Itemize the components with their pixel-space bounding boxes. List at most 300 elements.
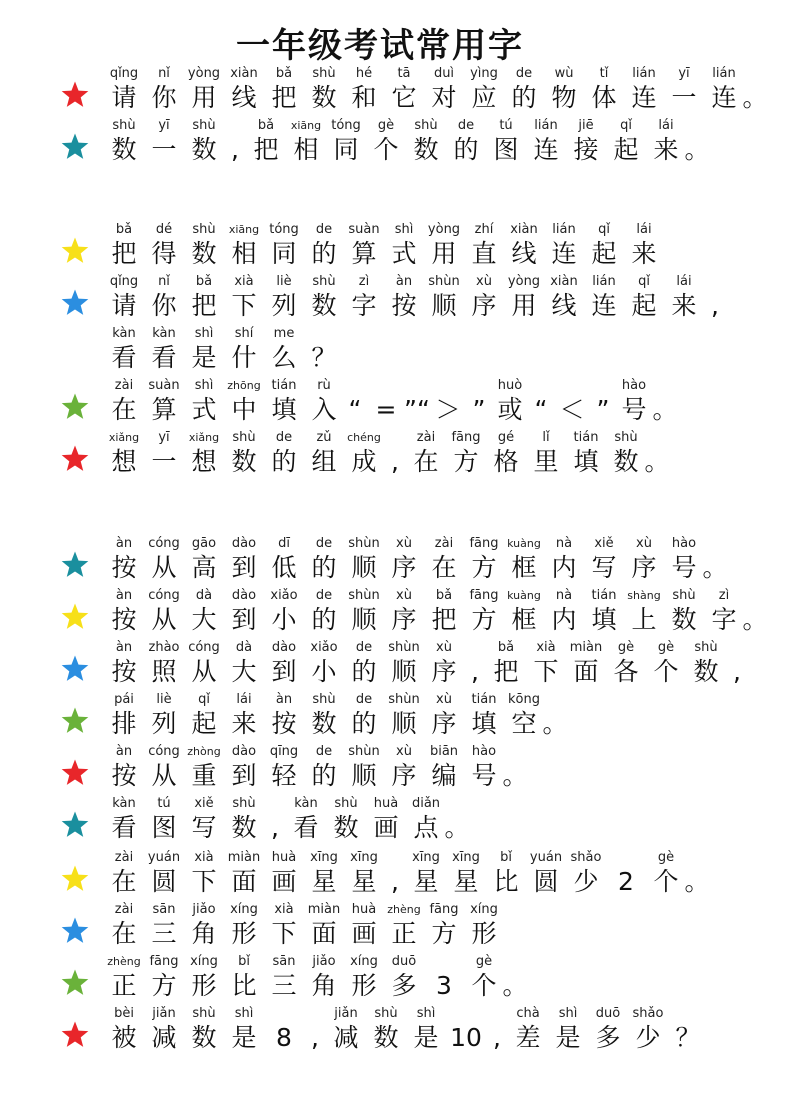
char-cell: [104, 692, 144, 740]
hanzi: 正: [391, 919, 417, 948]
char-cell: [344, 274, 384, 322]
char-cell: [424, 744, 464, 792]
hanzi: 从: [151, 761, 177, 790]
pinyin: huà: [271, 850, 297, 865]
hanzi: 把: [191, 291, 217, 320]
char-cell: [184, 222, 224, 270]
pinyin: qīng: [269, 744, 299, 759]
pinyin: pái: [114, 692, 134, 707]
pinyin: gè: [657, 640, 675, 655]
char-cell: [344, 850, 384, 898]
char-cell: [366, 796, 406, 844]
hanzi: 。: [652, 395, 678, 424]
hanzi: 起: [191, 709, 217, 738]
char-cell: [384, 222, 424, 270]
hanzi: 用: [511, 291, 537, 320]
pinyin: cóng: [148, 536, 180, 551]
pinyin: lián: [534, 118, 558, 133]
hanzi: 面: [573, 657, 599, 686]
char-cell: [344, 954, 384, 1002]
pinyin: shù: [232, 796, 256, 811]
star-icon: [60, 810, 90, 840]
char-cell: [704, 536, 726, 584]
hanzi: 体: [591, 83, 617, 112]
char-cell: [504, 274, 544, 322]
hanzi: 从: [191, 657, 217, 686]
char-cell: [246, 118, 286, 166]
pinyin: shù: [192, 222, 216, 237]
pinyin: qǐ: [198, 692, 210, 707]
pinyin: tú: [157, 796, 171, 811]
char-cell: [344, 66, 384, 114]
star-icon: [60, 80, 90, 110]
hanzi: 写: [191, 813, 217, 842]
pinyin: gé: [497, 430, 515, 445]
pinyin: hào: [671, 536, 697, 551]
hanzi: 。: [742, 83, 768, 112]
pinyin: shùn: [428, 274, 460, 289]
pinyin: fāng: [469, 536, 499, 551]
hanzi: 角: [311, 971, 337, 1000]
star-icon: [60, 916, 90, 946]
hanzi: 看: [293, 813, 319, 842]
char-cell: [344, 640, 384, 688]
hanzi: 少: [635, 1023, 661, 1052]
pinyin: tā: [397, 66, 411, 81]
char-cell: [224, 430, 264, 478]
pinyin: lián: [632, 66, 656, 81]
phrase-text: [104, 850, 708, 898]
char-cell: [384, 692, 424, 740]
hanzi: 的: [311, 239, 337, 268]
hanzi: 。: [502, 761, 528, 790]
hanzi: 下: [191, 867, 217, 896]
hanzi: 从: [151, 553, 177, 582]
char-cell: [104, 902, 144, 950]
phrase-line: [60, 430, 780, 482]
pinyin: tóng: [269, 222, 299, 237]
pinyin: zhí: [474, 222, 494, 237]
pinyin: bǎ: [435, 588, 453, 603]
phrase-text: [104, 378, 676, 426]
char-cell: [704, 274, 726, 322]
hanzi: 3: [436, 971, 452, 1000]
char-cell: [664, 66, 704, 114]
hanzi: 减: [333, 1023, 359, 1052]
pinyin: de: [315, 536, 333, 551]
pinyin: zhòng: [187, 745, 221, 758]
pinyin: kàn: [152, 326, 176, 341]
pinyin: bǎ: [257, 118, 275, 133]
hanzi: 星: [311, 867, 337, 896]
pinyin: shùn: [348, 536, 380, 551]
char-cell: [184, 744, 224, 792]
char-cell: [624, 274, 664, 322]
char-cell: [406, 796, 446, 844]
char-cell: [144, 588, 184, 636]
char-cell: [624, 222, 664, 270]
hanzi: 画: [373, 813, 399, 842]
hanzi: ,: [391, 867, 399, 896]
star-icon: [60, 1020, 90, 1050]
char-cell: [144, 902, 184, 950]
hanzi: ＜: [559, 395, 585, 424]
pinyin: xiàn: [510, 222, 538, 237]
hanzi: 把: [271, 83, 297, 112]
char-cell: [144, 954, 184, 1002]
hanzi: ？: [311, 343, 337, 372]
char-cell: [224, 118, 246, 166]
pinyin: miàn: [569, 640, 603, 655]
char-cell: [144, 222, 184, 270]
char-cell: [664, 536, 704, 584]
char-cell: [664, 274, 704, 322]
hanzi: 连: [711, 83, 737, 112]
hanzi: 下: [533, 657, 559, 686]
pinyin: shàng: [627, 589, 661, 602]
pinyin: xù: [476, 274, 492, 289]
hanzi: 大: [191, 605, 217, 634]
char-cell: [584, 536, 624, 584]
char-cell: [144, 744, 184, 792]
hanzi: 高: [191, 553, 217, 582]
char-cell: [184, 66, 224, 114]
hanzi: 框: [511, 605, 537, 634]
char-cell: [304, 66, 344, 114]
hanzi: 号: [621, 395, 647, 424]
hanzi: 。: [742, 605, 768, 634]
char-cell: [584, 274, 624, 322]
char-cell: [264, 692, 304, 740]
char-cell: [344, 536, 384, 584]
char-cell: [424, 692, 464, 740]
hanzi: 在: [111, 395, 137, 424]
hanzi: 请: [111, 291, 137, 320]
hanzi: 想: [111, 447, 137, 476]
pinyin: xíng: [190, 954, 218, 969]
hanzi: 相: [293, 135, 319, 164]
char-cell: [344, 902, 384, 950]
char-cell: [544, 588, 584, 636]
char-cell: [704, 66, 744, 114]
char-cell: [264, 954, 304, 1002]
hanzi: 来: [653, 135, 679, 164]
char-cell: [486, 430, 526, 478]
pinyin: yòng: [507, 274, 541, 289]
hanzi: 序: [431, 709, 457, 738]
char-cell: [504, 66, 544, 114]
hanzi: 比: [493, 867, 519, 896]
star-icon: [60, 288, 90, 318]
pinyin: shù: [312, 66, 336, 81]
pinyin: xīng: [452, 850, 480, 865]
hanzi: 2: [618, 867, 634, 896]
hanzi: 看: [111, 343, 137, 372]
char-cell: [144, 1006, 184, 1054]
char-cell: [304, 692, 344, 740]
hanzi: 一: [151, 135, 177, 164]
char-cell: [224, 850, 264, 898]
hanzi: 内: [551, 605, 577, 634]
hanzi: 个: [471, 971, 497, 1000]
pinyin: kuàng: [507, 589, 541, 602]
hanzi: 序: [391, 605, 417, 634]
hanzi: 低: [271, 553, 297, 582]
hanzi: 字: [351, 291, 377, 320]
pinyin: xiǎng: [188, 431, 220, 444]
hanzi: 起: [631, 291, 657, 320]
hanzi: 下: [271, 919, 297, 948]
pinyin: xiāng: [290, 119, 322, 132]
char-cell: [584, 222, 624, 270]
char-cell: [544, 222, 584, 270]
hanzi: 得: [151, 239, 177, 268]
char-cell: [104, 326, 144, 374]
pinyin: tǐ: [599, 66, 609, 81]
char-cell: [224, 796, 264, 844]
char-cell: [384, 902, 424, 950]
phrase-text: [104, 274, 726, 322]
char-cell: [184, 796, 224, 844]
phrase-text: [104, 902, 504, 950]
char-cell: [504, 536, 544, 584]
char-cell: [104, 796, 144, 844]
hanzi: 连: [631, 83, 657, 112]
char-cell: [264, 222, 304, 270]
char-cell: [424, 954, 464, 1002]
pinyin: de: [457, 118, 475, 133]
char-cell: [224, 274, 264, 322]
hanzi: 序: [631, 553, 657, 582]
char-cell: [104, 588, 144, 636]
star-icon: [60, 864, 90, 894]
char-cell: [744, 588, 766, 636]
pinyin: dào: [271, 640, 297, 655]
hanzi: 各: [613, 657, 639, 686]
pinyin: cóng: [148, 588, 180, 603]
char-cell: [526, 850, 566, 898]
char-cell: [486, 118, 526, 166]
phrase-text: [104, 66, 766, 114]
hanzi: 用: [191, 83, 217, 112]
char-cell: [184, 692, 224, 740]
pinyin: bǎ: [195, 274, 213, 289]
char-cell: [344, 222, 384, 270]
pinyin: shù: [414, 118, 438, 133]
pinyin: shì: [194, 378, 214, 393]
pinyin: gè: [475, 954, 493, 969]
char-cell: [344, 588, 384, 636]
hanzi: 么: [271, 343, 297, 372]
hanzi: 的: [351, 709, 377, 738]
pinyin: yòng: [187, 66, 221, 81]
hanzi: 顺: [431, 291, 457, 320]
phrase-text: [104, 744, 526, 792]
char-cell: [184, 326, 224, 374]
char-cell: [548, 1006, 588, 1054]
char-cell: [104, 640, 144, 688]
char-cell: [406, 118, 446, 166]
pinyin: shù: [672, 588, 696, 603]
pinyin: shù: [694, 640, 718, 655]
char-cell: [588, 1006, 628, 1054]
phrase-line: [60, 1006, 780, 1058]
phrase-line: [60, 588, 780, 640]
phrase-line: [60, 796, 780, 848]
char-cell: [504, 588, 544, 636]
pinyin: xù: [396, 744, 412, 759]
pinyin: zài: [114, 378, 134, 393]
hanzi: 物: [551, 83, 577, 112]
pinyin: qǐng: [109, 274, 139, 289]
pinyin: yī: [158, 118, 170, 133]
char-cell: [184, 430, 224, 478]
pinyin: sān: [272, 954, 296, 969]
hanzi: 方: [471, 553, 497, 582]
pinyin: chéng: [347, 431, 381, 444]
star-icon: [60, 758, 90, 788]
char-cell: [424, 588, 464, 636]
star-icon: [60, 968, 90, 998]
phrase-line: [60, 850, 780, 902]
hanzi: 画: [351, 919, 377, 948]
hanzi: 角: [191, 919, 217, 948]
pinyin: shù: [192, 1006, 216, 1021]
pinyin: shù: [614, 430, 638, 445]
pinyin: lián: [552, 222, 576, 237]
hanzi: 形: [351, 971, 377, 1000]
hanzi: 把: [493, 657, 519, 686]
pinyin: xīng: [350, 850, 378, 865]
char-cell: [384, 66, 424, 114]
pinyin: dà: [195, 588, 213, 603]
hanzi: 下: [231, 291, 257, 320]
char-cell: [144, 692, 184, 740]
char-cell: [668, 1006, 708, 1054]
hanzi: 顺: [351, 553, 377, 582]
pinyin: kàn: [112, 326, 136, 341]
hanzi: 在: [111, 867, 137, 896]
hanzi: 直: [471, 239, 497, 268]
char-cell: [530, 378, 552, 426]
hanzi: 到: [231, 605, 257, 634]
star-icon: [60, 236, 90, 266]
char-cell: [224, 692, 264, 740]
pinyin: àn: [115, 536, 133, 551]
hanzi: 列: [271, 291, 297, 320]
pinyin: shùn: [388, 692, 420, 707]
pinyin: tián: [591, 588, 617, 603]
hanzi: ,: [391, 447, 399, 476]
hanzi: 把: [431, 605, 457, 634]
char-cell: [606, 118, 646, 166]
pinyin: bǐ: [500, 850, 512, 865]
pinyin: xù: [436, 692, 452, 707]
pinyin: xiě: [594, 536, 614, 551]
char-cell: [304, 1006, 326, 1054]
pinyin: biān: [429, 744, 459, 759]
hanzi: ”: [596, 395, 610, 424]
char-cell: [184, 118, 224, 166]
hanzi: 形: [471, 919, 497, 948]
pinyin: gè: [377, 118, 395, 133]
char-cell: [664, 588, 704, 636]
char-cell: [144, 430, 184, 478]
hanzi: 的: [311, 553, 337, 582]
phrase-text: [104, 1006, 708, 1054]
page-title: 一年级考试常用字: [236, 26, 524, 66]
pinyin: xiǎng: [108, 431, 140, 444]
hanzi: 填: [573, 447, 599, 476]
pinyin: lái: [676, 274, 692, 289]
phrase-text: [104, 430, 668, 478]
hanzi: 画: [271, 867, 297, 896]
hanzi: 号: [671, 553, 697, 582]
star-icon: [60, 392, 90, 422]
pinyin: suàn: [348, 222, 380, 237]
pinyin: zì: [358, 274, 370, 289]
hanzi: 式: [191, 395, 217, 424]
hanzi: 连: [591, 291, 617, 320]
char-cell: [224, 902, 264, 950]
hanzi: 请: [111, 83, 137, 112]
pinyin: fāng: [451, 430, 481, 445]
char-cell: [366, 118, 406, 166]
char-cell: [646, 430, 668, 478]
hanzi: 字: [711, 605, 737, 634]
pinyin: shì: [194, 326, 214, 341]
char-cell: [326, 1006, 366, 1054]
hanzi: 排: [111, 709, 137, 738]
hanzi: 面: [311, 919, 337, 948]
hanzi: 数: [191, 239, 217, 268]
char-cell: [264, 430, 304, 478]
pinyin: shù: [192, 118, 216, 133]
pinyin: xù: [436, 640, 452, 655]
pinyin: dà: [235, 640, 253, 655]
char-cell: [646, 118, 686, 166]
pinyin: xiāng: [228, 223, 260, 236]
char-cell: [144, 118, 184, 166]
char-cell: [486, 640, 526, 688]
char-cell: [686, 118, 708, 166]
char-cell: [144, 850, 184, 898]
char-cell: [628, 1006, 668, 1054]
hanzi: 组: [311, 447, 337, 476]
pinyin: jiǎo: [192, 902, 216, 917]
hanzi: 按: [111, 657, 137, 686]
pinyin: shù: [374, 1006, 398, 1021]
pinyin: xiě: [194, 796, 214, 811]
char-cell: [304, 536, 344, 584]
char-cell: [424, 536, 464, 584]
char-cell: [504, 744, 526, 792]
hanzi: “: [534, 395, 548, 424]
char-cell: [104, 274, 144, 322]
hanzi: 序: [431, 657, 457, 686]
pinyin: zài: [416, 430, 436, 445]
char-cell: [184, 536, 224, 584]
hanzi: 序: [391, 553, 417, 582]
hanzi: 数: [191, 1023, 217, 1052]
pinyin: zhèng: [387, 903, 421, 916]
char-cell: [526, 118, 566, 166]
hanzi: 按: [391, 291, 417, 320]
pinyin: xià: [536, 640, 556, 655]
char-cell: [428, 378, 468, 426]
char-cell: [184, 1006, 224, 1054]
pinyin: de: [315, 744, 333, 759]
